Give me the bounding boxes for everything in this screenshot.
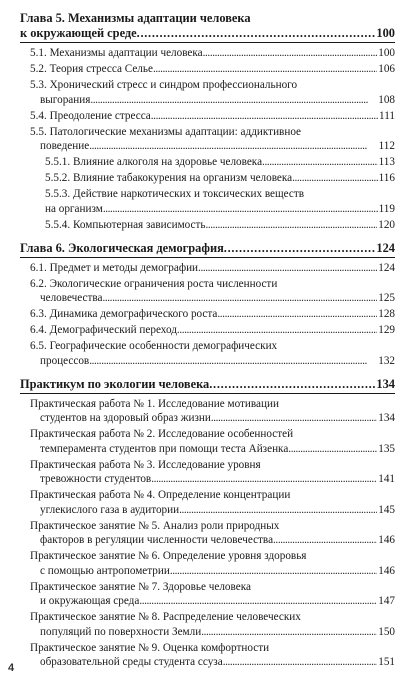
dot-leader [151,472,377,487]
dot-leader [223,655,378,670]
section-gap [20,234,395,241]
page-number: 150 [378,625,395,638]
toc-entry-6-2[interactable] [20,277,395,306]
entry-title-line2: факторов в регуляции численности человечества [40,534,274,546]
chapter-title: Глава 6. Экологическая демография [20,240,224,255]
entry-title-line2: на организм [45,202,103,215]
chapter-6-heading[interactable] [20,241,395,256]
toc-entry-5-5-2[interactable] [20,171,395,186]
practicum-heading[interactable] [20,377,395,392]
dot-leader [198,261,377,276]
page-number: 100 [376,26,395,40]
toc-entry-practicum-1[interactable] [20,397,395,426]
page-number: 141 [378,473,395,485]
dot-leader [206,218,378,233]
entry-title-line1: Практическая работа № 1. Исследование мотивации [30,397,279,410]
page-number: 146 [378,564,395,577]
entry-title-line1: 5.3. Хронический стресс и синдром профессионального [30,79,298,91]
entry-title: 5.2. Теория стресса Селье [30,63,153,75]
entry-title-line1: Практическая работа № 3. Исследование уровня [30,458,261,471]
entry-title: 5.1. Механизмы адаптации человека [30,47,203,59]
dot-leader [137,26,376,41]
entry-title: 5.5.2. Влияние табакокурения на организм человека [45,172,293,184]
toc-entry-practicum-8[interactable] [20,610,395,639]
chapter-title: Практикум по экологии человека [20,376,210,391]
toc-entry-5-5-3[interactable] [20,187,395,216]
chapter-title-line1: Глава 5. Механизмы адаптации человека [20,11,251,25]
entry-title-line2: студентов на здоровый образ жизни [40,412,211,424]
toc-entry-practicum-4[interactable] [20,488,395,517]
dot-leader [89,139,377,154]
entry-title-line1: 6.5. Географические особенности демографических [30,340,278,352]
page-number: 147 [378,595,395,607]
entry-title-line1: Практическое занятие № 6. Определение уровня здоровья [30,550,307,562]
dot-leader [153,62,377,77]
entry-title: 5.5.1. Влияние алкоголя на здоровье человека [45,156,263,168]
entry-title-line2: и окружающая среда [40,595,140,607]
page-number: 116 [378,172,395,184]
dot-leader [273,533,377,548]
toc-entry-practicum-7[interactable] [20,580,395,609]
entry-title: 6.3. Динамика демографического роста [30,308,218,320]
entry-title-line2: темперамента студентов при помощи теста Айзенка [40,442,289,455]
dot-leader [211,411,377,426]
page-number: 125 [378,292,395,304]
entry-title-line1: 6.2. Экологические ограничения роста численности [30,277,278,290]
page-number: 124 [378,261,395,274]
toc-entry-6-4[interactable] [20,323,395,338]
chapter-title-line2: к окружающей среде [20,26,137,40]
entry-title-line2: человечества [40,292,103,304]
entry-title-line1: 5.5. Патологические механизмы адаптации: аддиктивное [30,125,302,138]
dot-leader [103,202,378,217]
page-number: 113 [378,156,395,168]
page-number: 119 [378,202,395,215]
page-number: 111 [379,109,395,122]
page-number: 120 [378,218,395,231]
dot-leader [177,323,377,338]
toc-entry-practicum-5[interactable] [20,519,395,548]
entry-title-line1: Практическое занятие № 9. Оценка комфортности [30,641,270,654]
toc-entry-practicum-6[interactable] [20,549,395,578]
toc-entry-practicum-9[interactable] [20,641,395,670]
page-number: 108 [378,93,395,106]
page-folio-number: 4 [8,662,15,674]
heading-divider [20,257,395,258]
entry-title-line1: Практическая работа № 4. Определение концентрации [30,489,291,501]
toc-entry-6-1[interactable] [20,261,395,276]
entry-title-line2: тревожности студентов [40,473,152,485]
dot-leader [170,564,377,579]
entry-title: 5.4. Преодоление стресса [30,109,151,122]
toc-entry-6-3[interactable] [20,307,395,322]
page-number: 112 [378,140,395,152]
entry-title-line2: углекислого газа в аудитории [40,503,180,516]
entry-title-line2: популяций по поверхности Земли [40,625,202,638]
toc-entry-5-5-1[interactable] [20,155,395,170]
page-number: 132 [378,354,395,367]
toc-entry-5-3[interactable] [20,78,395,107]
toc-entry-5-1[interactable] [20,46,395,61]
entry-title-line1: Практическое занятие № 7. Здоровье человека [30,580,251,593]
entry-title-line1: Практическое занятие № 8. Распределение человеческих [30,611,301,623]
toc-entry-practicum-3[interactable] [20,458,395,487]
chapter-5-heading[interactable] [20,11,395,41]
page-number: 124 [376,240,395,255]
section-gap [20,370,395,377]
toc-entry-5-4[interactable] [20,109,395,124]
entry-title-line2: образовательной среды студента ссуза [40,656,223,668]
dot-leader [217,307,377,322]
table-of-contents [20,11,395,671]
toc-entry-5-5-4[interactable] [20,218,395,233]
page-number: 135 [378,442,395,455]
dot-leader [139,594,377,609]
page-number: 151 [378,656,395,668]
dot-leader [209,377,375,392]
toc-entry-5-2[interactable] [20,62,395,77]
toc-entry-practicum-2[interactable] [20,427,395,456]
toc-entry-6-5[interactable] [20,339,395,368]
entry-title-line2: поведение [40,140,90,152]
dot-leader [224,241,376,256]
entry-title: 5.5.4. Компьютерная зависимость [45,218,206,231]
heading-divider [20,393,395,394]
entry-title-line1: Практическое занятие № 5. Анализ роли природных [30,519,280,532]
page-number: 106 [378,63,395,75]
dot-leader [203,46,378,61]
dot-leader [90,93,377,108]
dot-leader [103,291,378,306]
toc-entry-5-5[interactable] [20,125,395,154]
entry-title-line2: с помощью антропометрии [40,564,170,577]
dot-leader [179,503,377,518]
page-number: 134 [378,412,395,424]
dot-leader [262,155,378,170]
entry-title-line2: выгорания [40,93,91,106]
entry-title: 6.4. Демографический переход [30,324,177,336]
page-number: 129 [378,324,395,336]
page-number: 145 [378,503,395,516]
dot-leader [151,109,378,124]
heading-divider [20,42,395,43]
entry-title: 6.1. Предмет и методы демографии [30,261,199,274]
entry-title-line1: Практическая работа № 2. Исследование особенностей [30,428,294,440]
dot-leader [89,354,377,369]
page-number: 100 [378,47,395,59]
dot-leader [292,171,378,186]
page-number: 128 [378,308,395,320]
entry-title-line1: 5.5.3. Действие наркотических и токсических веществ [45,188,305,200]
entry-title-line2: процессов [40,354,90,367]
page-number: 146 [378,534,395,546]
dot-leader [201,625,377,640]
page-number: 134 [376,376,395,391]
dot-leader [288,442,377,457]
